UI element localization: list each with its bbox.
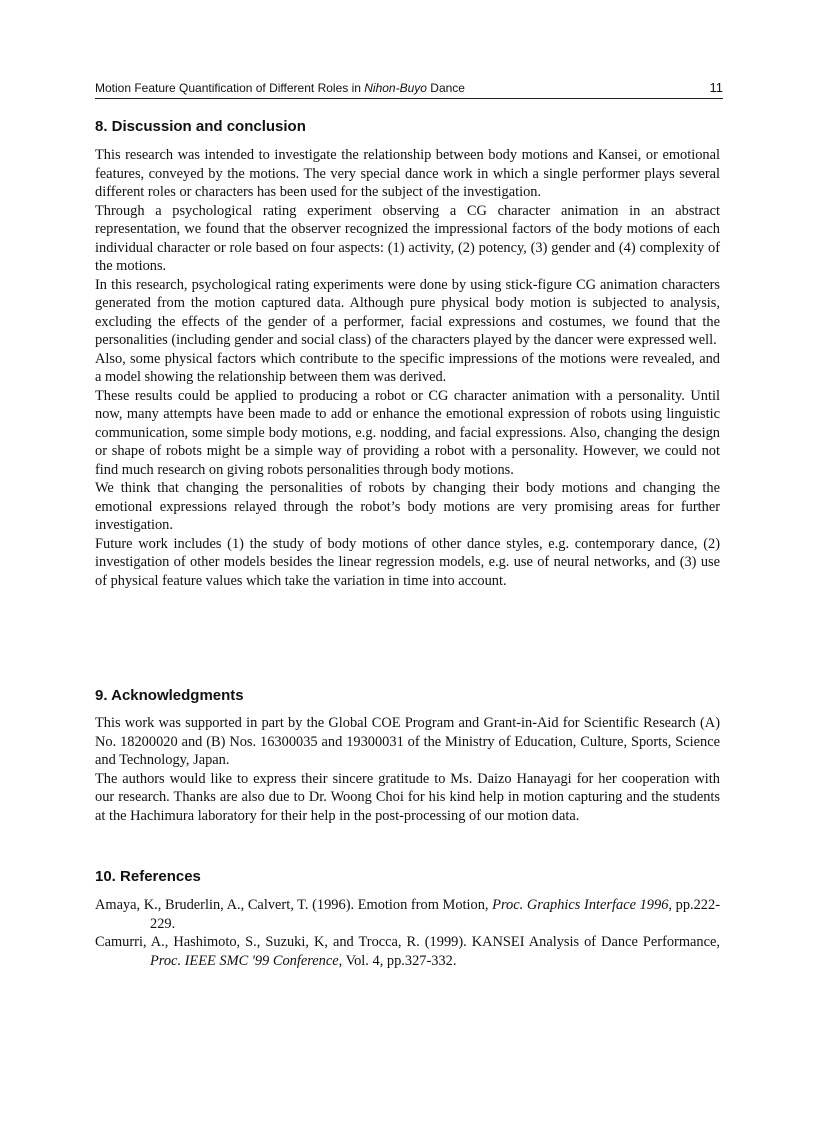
paragraph: Future work includes (1) the study of body motions of other dance styles, e.g. contemporary dance, (2) investigation of other models besides the linear regression models, e.g. use of neural networks, and (3) use of physical feature values which take the variation in time into account. (95, 535, 720, 589)
running-header (95, 80, 723, 99)
paragraph: The authors would like to express their sincere gratitude to Ms. Daizo Hanayagi for her cooperation with our research. Thanks are also due to Dr. Woong Choi for his kind help in motion capturing and the students at the Hachimura laboratory for their help in the post-processing of our motion data. (95, 770, 720, 824)
running-title-italic: Nihon-Buyo (364, 81, 427, 95)
reference-venue: Proc. IEEE SMC '99 Conference (150, 952, 339, 969)
section-heading-acknowledgments: 9. Acknowledgments (95, 687, 244, 704)
acknowledgments-body (95, 714, 720, 825)
reference-venue: Proc. Graphics Interface 1996 (492, 897, 669, 913)
references-list (95, 896, 720, 970)
paragraph: We think that changing the personalities of robots by changing their body motions and changing the emotional expressions relayed through the robot’s body motions are very promising areas for further investigation. (95, 480, 720, 533)
running-title: Motion Feature Quantification of Different Roles in Nihon-Buyo Dance (95, 81, 465, 95)
section-heading-discussion: 8. Discussion and conclusion (95, 118, 306, 135)
discussion-body (95, 146, 720, 590)
reference-item: Amaya, K., Bruderlin, A., Calvert, T. (1996). Emotion from Motion, Proc. Graphics Interface 1996, pp.222-229. (95, 897, 720, 932)
paragraph: This work was supported in part by the Global COE Program and Grant-in-Aid for Scientific Research (A) No. 18200020 and (B) Nos. 16300035 and 19300031 of the Ministry of Education, Culture, Sports, Science and Technology, Japan. (95, 715, 720, 768)
paragraph: These results could be applied to producing a robot or CG character animation with a personality. Until now, many attempts have been made to add or enhance the emotional expression of robots using linguistic communication, some simple body motions, e.g. nodding, and facial expressions. Also, changing the design or shape of robots might be a simple way of providing a robot with a personality. However, we could not find much research on giving robots personalities through body motions. (95, 387, 720, 478)
paragraph: This research was intended to investigate the relationship between body motions and Kansei, or emotional features, conveyed by the motions. The very special dance work in which a single performer plays several different roles or characters has been used for the subject of the investigation. (95, 147, 720, 200)
paragraph: In this research, psychological rating experiments were done by using stick-figure CG animation characters generated from the motion captured data. Although pure physical body motion is subjected to analysis, excluding the effects of the gender of a performer, facial expressions and costumes, we found that the personalities (including gender and social class) of the characters played by the dancer were expressed well. (95, 276, 720, 348)
page-number: 11 (709, 80, 723, 95)
reference-item: Camurri, A., Hashimoto, S., Suzuki, K, and Trocca, R. (1999). KANSEI Analysis of Dance Performance, Proc. IEEE SMC '99 Conference, Vol. 4, pp.327-332. (95, 934, 720, 969)
paragraph: Through a psychological rating experiment observing a CG character animation in an abstract representation, we found that the observer recognized the impressional factors of the body motions of each individual character or role based on four aspects: (1) activity, (2) potency, (3) gender and (4) complexity of the motions. (95, 202, 720, 274)
section-heading-references: 10. References (95, 868, 201, 885)
paragraph: Also, some physical factors which contribute to the specific impressions of the motions were revealed, and a model showing the relationship between them was derived. (95, 350, 720, 385)
